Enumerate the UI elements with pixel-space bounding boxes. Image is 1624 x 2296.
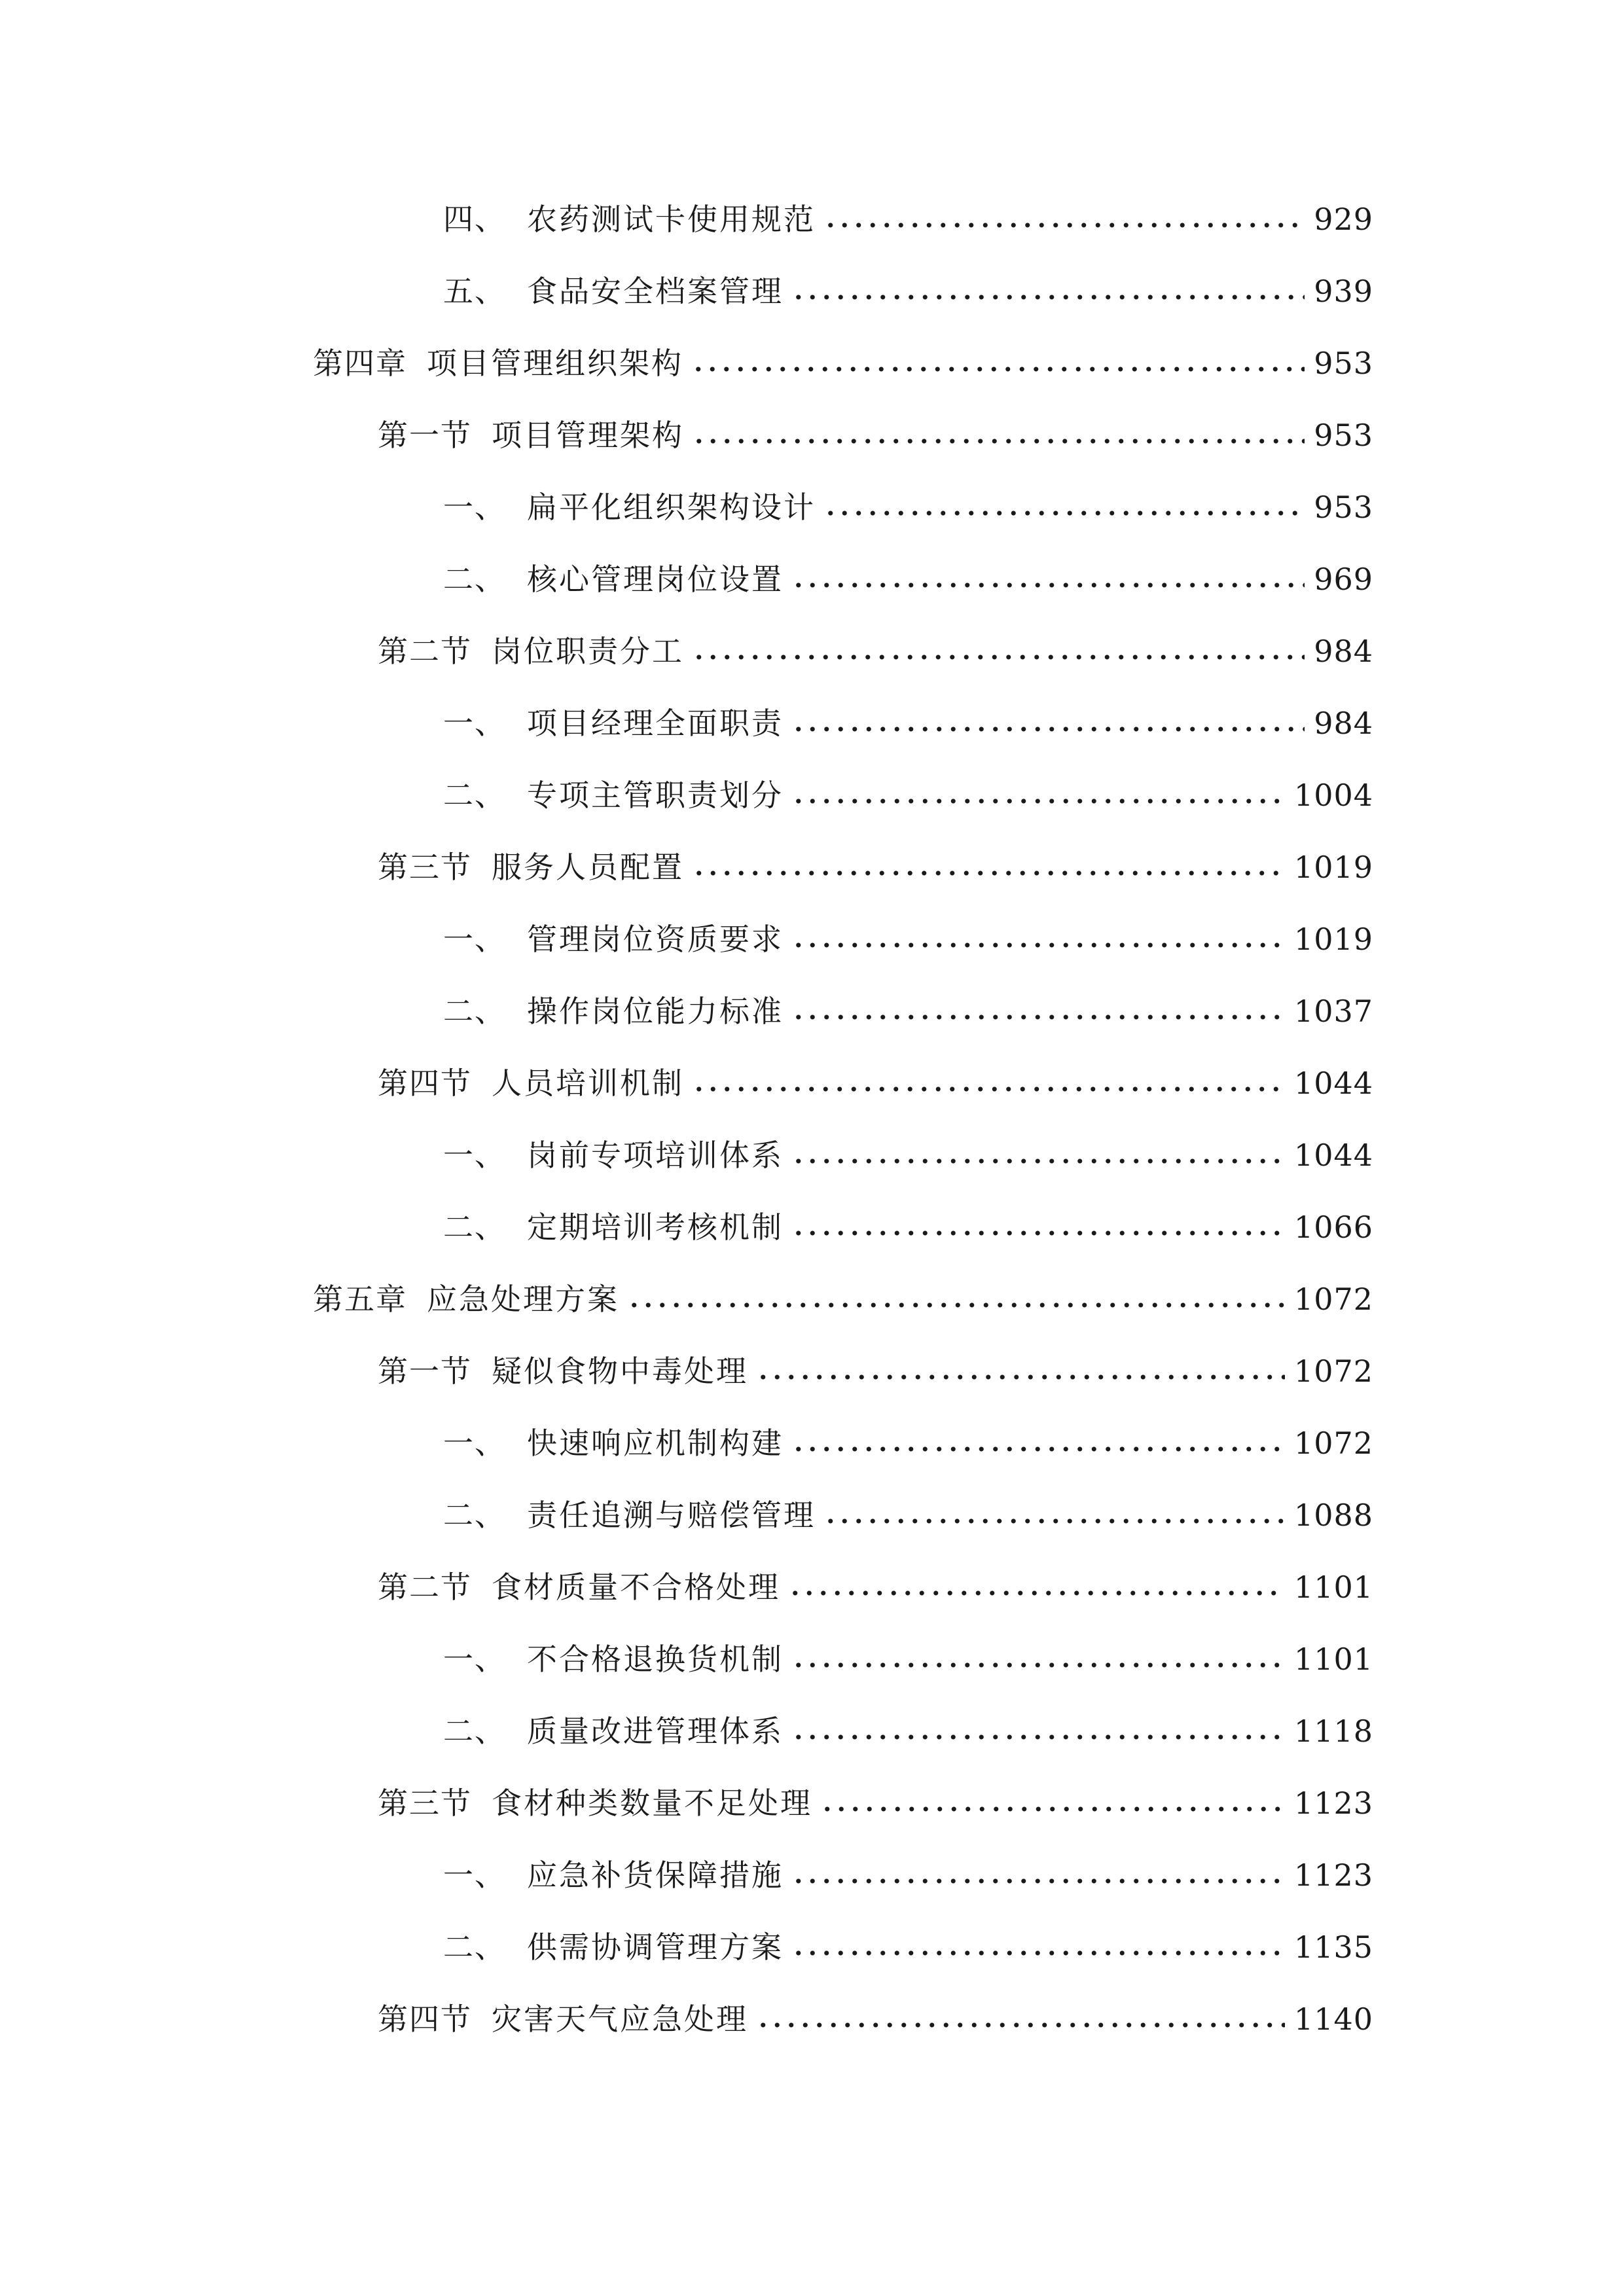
dot-leader bbox=[791, 1158, 1285, 1164]
entry-title: 灾害天气应急处理 bbox=[492, 2001, 748, 2037]
entry-number: 第二节 bbox=[378, 634, 472, 669]
dot-leader bbox=[691, 366, 1305, 372]
entry-page-number: 1135 bbox=[1293, 1929, 1373, 1965]
entry-page-number: 929 bbox=[1314, 202, 1373, 237]
toc-entry-item[interactable] bbox=[443, 1417, 1373, 1469]
dot-leader bbox=[791, 1662, 1285, 1668]
entry-title: 核心管理岗位设置 bbox=[527, 562, 784, 597]
entry-number: 一、 bbox=[443, 706, 506, 741]
entry-number: 第五章 bbox=[313, 1282, 407, 1317]
dot-leader bbox=[788, 1590, 1285, 1596]
entry-page-number: 969 bbox=[1314, 562, 1373, 597]
entry-title: 责任追溯与赔偿管理 bbox=[527, 1498, 816, 1533]
entry-page-number: 1072 bbox=[1293, 1426, 1373, 1461]
toc-entry-item[interactable] bbox=[443, 1129, 1373, 1181]
entry-title: 项目管理架构 bbox=[492, 418, 684, 453]
entry-title: 岗位职责分工 bbox=[492, 634, 684, 669]
entry-title: 不合格退换货机制 bbox=[527, 1641, 784, 1677]
dot-leader bbox=[791, 1446, 1285, 1452]
dot-leader bbox=[791, 1878, 1285, 1884]
entry-title: 项目管理组织架构 bbox=[427, 346, 683, 381]
entry-title: 人员培训机制 bbox=[492, 1066, 684, 1101]
entry-page-number: 1044 bbox=[1293, 1066, 1373, 1101]
toc-entry-item[interactable] bbox=[443, 265, 1373, 317]
dot-leader bbox=[692, 870, 1285, 876]
entry-page-number: 1123 bbox=[1293, 1857, 1373, 1893]
dot-leader bbox=[791, 1230, 1285, 1236]
entry-title: 食材质量不合格处理 bbox=[492, 1570, 780, 1605]
entry-number: 一、 bbox=[443, 1426, 506, 1461]
dot-leader bbox=[692, 654, 1305, 660]
toc-entry-section[interactable] bbox=[378, 1057, 1373, 1109]
toc-entry-section[interactable] bbox=[378, 1993, 1373, 2045]
entry-number: 第四节 bbox=[378, 1066, 472, 1101]
dot-leader bbox=[791, 942, 1285, 948]
toc-entry-section[interactable] bbox=[378, 1777, 1373, 1829]
entry-number: 四、 bbox=[443, 202, 506, 237]
entry-page-number: 984 bbox=[1314, 706, 1373, 741]
entry-title: 扁平化组织架构设计 bbox=[527, 490, 816, 525]
entry-page-number: 953 bbox=[1314, 490, 1373, 525]
dot-leader bbox=[820, 1806, 1285, 1812]
entry-number: 二、 bbox=[443, 562, 506, 597]
toc-entry-item[interactable] bbox=[443, 1705, 1373, 1757]
dot-leader bbox=[823, 1518, 1285, 1524]
entry-title: 定期培训考核机制 bbox=[527, 1210, 784, 1245]
dot-leader bbox=[791, 1950, 1285, 1956]
toc-entry-item[interactable] bbox=[443, 913, 1373, 965]
entry-title: 应急补货保障措施 bbox=[527, 1857, 784, 1893]
entry-title: 疑似食物中毒处理 bbox=[492, 1354, 748, 1389]
entry-title: 食材种类数量不足处理 bbox=[492, 1785, 812, 1821]
entry-title: 管理岗位资质要求 bbox=[527, 922, 784, 957]
toc-entry-section[interactable] bbox=[378, 1561, 1373, 1613]
entry-title: 专项主管职责划分 bbox=[527, 778, 784, 813]
entry-page-number: 1004 bbox=[1293, 778, 1373, 813]
entry-number: 五、 bbox=[443, 274, 506, 309]
entry-number: 第一节 bbox=[378, 1354, 472, 1389]
entry-number: 一、 bbox=[443, 922, 506, 957]
toc-entry-item[interactable] bbox=[443, 1921, 1373, 1973]
toc-entry-item[interactable] bbox=[443, 1849, 1373, 1901]
entry-title: 快速响应机制构建 bbox=[527, 1426, 784, 1461]
toc-entry-item[interactable] bbox=[443, 481, 1373, 533]
entry-title: 应急处理方案 bbox=[427, 1282, 619, 1317]
entry-page-number: 1140 bbox=[1293, 2001, 1373, 2037]
toc-entry-item[interactable] bbox=[443, 697, 1373, 749]
entry-page-number: 1088 bbox=[1293, 1498, 1373, 1533]
entry-title: 质量改进管理体系 bbox=[527, 1713, 784, 1749]
entry-page-number: 1044 bbox=[1293, 1138, 1373, 1173]
entry-page-number: 1101 bbox=[1293, 1570, 1373, 1605]
entry-number: 第二节 bbox=[378, 1570, 472, 1605]
entry-number: 二、 bbox=[443, 1498, 506, 1533]
entry-number: 二、 bbox=[443, 1929, 506, 1965]
dot-leader bbox=[791, 1014, 1285, 1020]
toc-entry-item[interactable] bbox=[443, 1201, 1373, 1253]
toc-entry-item[interactable] bbox=[443, 1489, 1373, 1541]
toc-entry-chapter[interactable] bbox=[313, 1273, 1373, 1325]
entry-number: 第三节 bbox=[378, 1785, 472, 1821]
dot-leader bbox=[692, 1086, 1285, 1092]
entry-page-number: 1037 bbox=[1293, 994, 1373, 1029]
entry-number: 第四章 bbox=[313, 346, 407, 381]
entry-number: 二、 bbox=[443, 1713, 506, 1749]
entry-page-number: 1072 bbox=[1293, 1282, 1373, 1317]
entry-page-number: 984 bbox=[1314, 634, 1373, 669]
dot-leader bbox=[791, 1734, 1285, 1740]
entry-page-number: 1019 bbox=[1293, 850, 1373, 885]
dot-leader bbox=[791, 798, 1285, 804]
entry-title: 食品安全档案管理 bbox=[527, 274, 784, 309]
dot-leader bbox=[791, 726, 1305, 732]
entry-page-number: 953 bbox=[1314, 346, 1373, 381]
entry-number: 二、 bbox=[443, 778, 506, 813]
dot-leader bbox=[823, 222, 1305, 228]
toc-entry-section[interactable] bbox=[378, 1345, 1373, 1397]
entry-page-number: 1101 bbox=[1293, 1641, 1373, 1677]
toc-entry-item[interactable] bbox=[443, 553, 1373, 605]
entry-number: 第三节 bbox=[378, 850, 472, 885]
entry-page-number: 1019 bbox=[1293, 922, 1373, 957]
entry-page-number: 1118 bbox=[1293, 1713, 1373, 1749]
toc-entry-item[interactable] bbox=[443, 769, 1373, 821]
entry-number: 一、 bbox=[443, 1641, 506, 1677]
entry-number: 一、 bbox=[443, 1857, 506, 1893]
toc-entry-section[interactable] bbox=[378, 625, 1373, 677]
entry-number: 二、 bbox=[443, 1210, 506, 1245]
entry-number: 二、 bbox=[443, 994, 506, 1029]
entry-number: 第四节 bbox=[378, 2001, 472, 2037]
dot-leader bbox=[627, 1302, 1285, 1308]
entry-title: 操作岗位能力标准 bbox=[527, 994, 784, 1029]
entry-page-number: 1066 bbox=[1293, 1210, 1373, 1245]
entry-title: 服务人员配置 bbox=[492, 850, 684, 885]
entry-number: 一、 bbox=[443, 1138, 506, 1173]
dot-leader bbox=[756, 2022, 1285, 2028]
toc-entry-section[interactable] bbox=[378, 409, 1373, 461]
entry-title: 项目经理全面职责 bbox=[527, 706, 784, 741]
entry-page-number: 1072 bbox=[1293, 1354, 1373, 1389]
entry-page-number: 939 bbox=[1314, 274, 1373, 309]
entry-number: 一、 bbox=[443, 490, 506, 525]
entry-number: 第一节 bbox=[378, 418, 472, 453]
dot-leader bbox=[791, 294, 1305, 300]
entry-title: 农药测试卡使用规范 bbox=[527, 202, 816, 237]
dot-leader bbox=[823, 510, 1305, 516]
dot-leader bbox=[692, 438, 1305, 444]
dot-leader bbox=[756, 1374, 1285, 1380]
toc-entry-chapter[interactable] bbox=[313, 337, 1373, 389]
dot-leader bbox=[791, 582, 1305, 588]
toc-entry-item[interactable] bbox=[443, 193, 1373, 245]
toc-entry-section[interactable] bbox=[378, 841, 1373, 893]
toc-entry-item[interactable] bbox=[443, 1633, 1373, 1685]
entry-title: 供需协调管理方案 bbox=[527, 1929, 784, 1965]
entry-title: 岗前专项培训体系 bbox=[527, 1138, 784, 1173]
toc-entry-item[interactable] bbox=[443, 985, 1373, 1037]
entry-page-number: 1123 bbox=[1293, 1785, 1373, 1821]
entry-page-number: 953 bbox=[1314, 418, 1373, 453]
